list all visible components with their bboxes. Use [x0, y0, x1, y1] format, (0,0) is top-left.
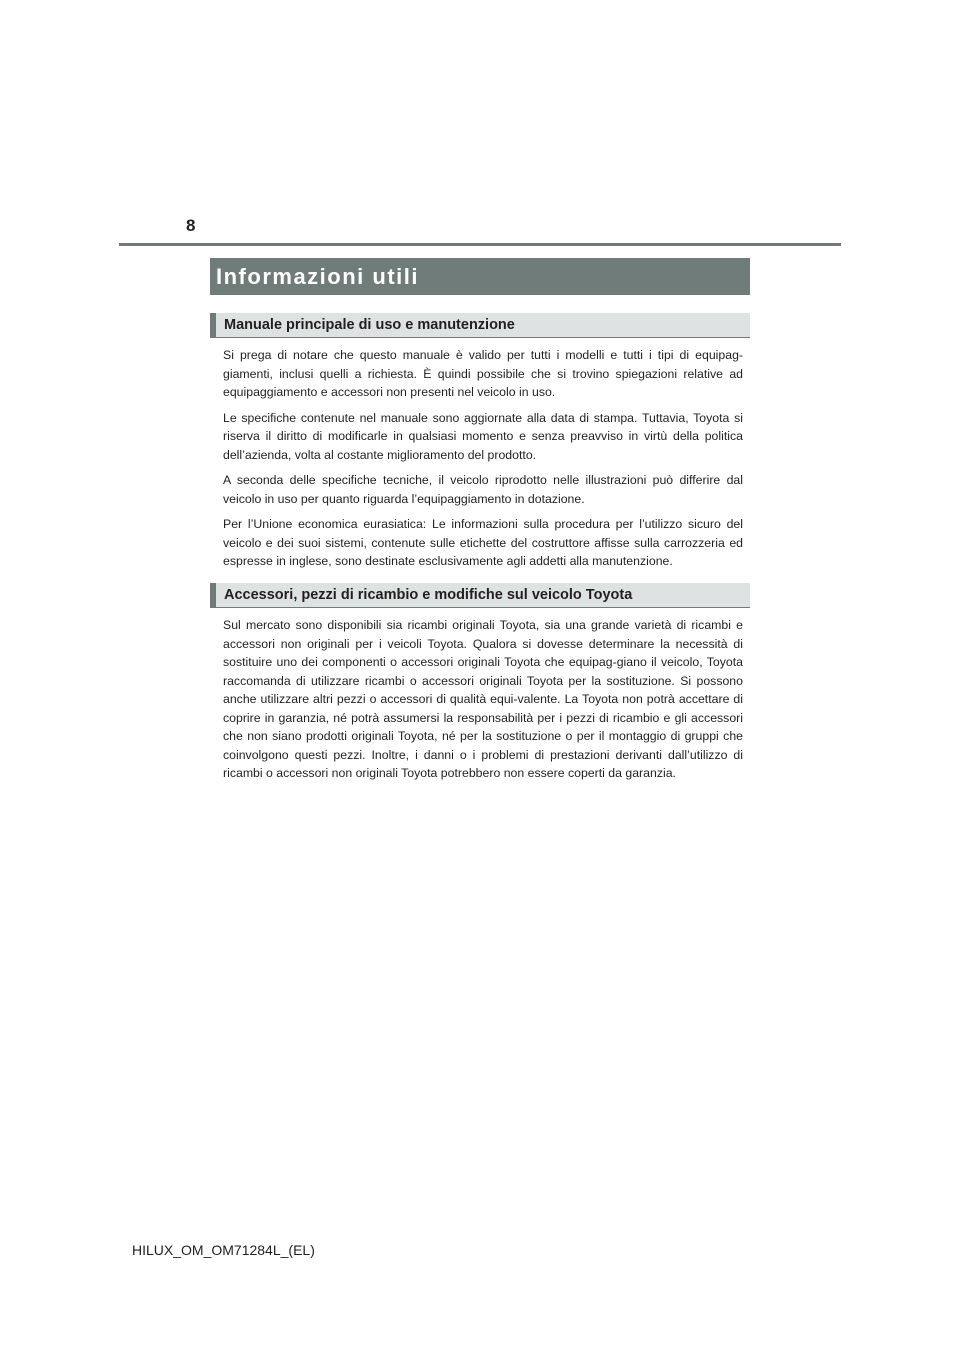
section-body-manuale: [223, 346, 743, 578]
section-heading-accessori: [210, 583, 750, 608]
page-title: Informazioni utili: [216, 263, 419, 289]
page-number: 8: [186, 216, 196, 235]
page-title-bar: [210, 258, 750, 295]
paragraph: Si prega di notare che questo manuale è valido per tutti i modelli e tutti i tipi di equipag-giamenti, inclusi quelli a richiesta. È quindi possibile che si trovino spiegazioni relative ad equipaggiamento e accessori non presenti nel veicolo in uso.: [223, 348, 743, 399]
section-heading-manuale: [210, 313, 750, 338]
paragraph: Le specifiche contenute nel manuale sono aggiornate alla data di stampa. Tuttavia, Toyota si riserva il diritto di modificarle in qualsiasi momento e senza preavviso in virtù della politica dell’azienda, volta al costante miglioramento del prodotto.: [223, 410, 743, 462]
paragraph: A seconda delle specifiche tecniche, il veicolo riprodotto nelle illustrazioni può differire dal veicolo in uso per quanto riguarda l’equipaggiamento in dotazione.: [223, 473, 743, 506]
section-heading-label: Accessori, pezzi di ricambio e modifiche sul veicolo Toyota: [224, 587, 633, 603]
footer-document-code: HILUX_OM_OM71284L_(EL): [132, 1242, 315, 1258]
paragraph: Sul mercato sono disponibili sia ricambi originali Toyota, sia una grande varietà di ricambi e accessori non originali per i veicoli Toyota. Qualora si dovesse determinare la necessità di sostituire uno dei componenti o accessori originali Toyota che equipag-giano il veicolo, Toyota raccomanda di utilizzare ricambi o accessori originali Toyota per la sostituzione. Si possono anche utilizzare altri pezzi o accessori di qualità equi-valente. La Toyota non potrà accettare di coprire in garanzia, né potrà assumersi la responsabilità per i pezzi di ricambio e gli accessori che non siano prodotti originali Toyota, né per la sostituzione o per il montaggio di gruppi che coinvolgono questi pezzi. Inoltre, i danni o i problemi di prestazioni derivanti dall’utilizzo di ricambi o accessori non originali Toyota potrebbero non essere coperti da garanzia.: [223, 618, 743, 780]
paragraph: Per l’Unione economica eurasiatica: Le informazioni sulla procedura per l’utilizzo sicuro del veicolo e dei suoi sistemi, contenute sulle etichette del costruttore affisse sulla carrozzeria ed espresse in inglese, sono destinate esclusivamente agli addetti alla manutenzione.: [223, 517, 743, 568]
section-heading-label: Manuale principale di uso e manutenzione: [224, 317, 515, 333]
header-rule: [119, 243, 841, 246]
section-body-accessori: [223, 616, 743, 790]
